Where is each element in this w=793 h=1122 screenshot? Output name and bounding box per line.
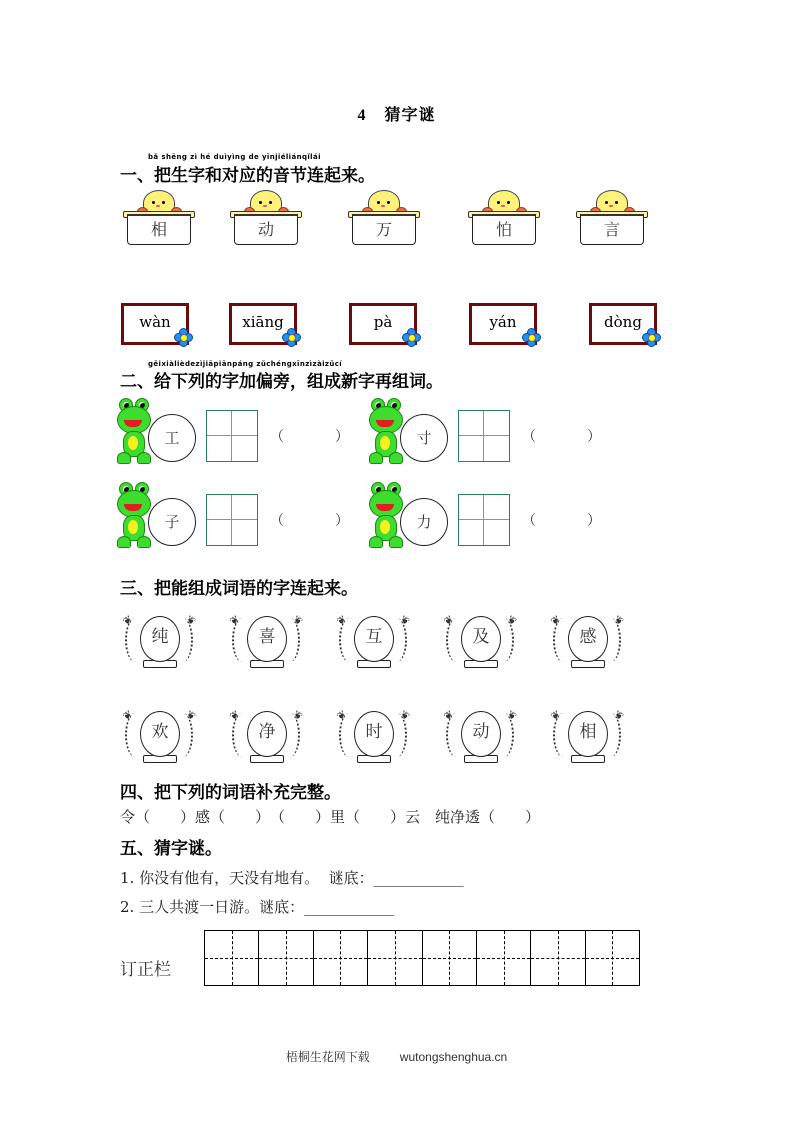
wreath-character-badge[interactable] <box>551 709 623 767</box>
base-character: 子 <box>164 513 180 531</box>
section5-heading: 五、猜字谜。 <box>120 839 222 859</box>
correction-label: 订正栏 <box>120 960 171 980</box>
wreath-character-badge[interactable] <box>444 614 516 672</box>
open-paren: （ <box>522 429 536 445</box>
chick-character-card[interactable] <box>468 190 538 244</box>
wreath-character-badge[interactable] <box>551 614 623 672</box>
correction-cell[interactable] <box>205 931 259 985</box>
flower-icon <box>404 330 418 344</box>
section1-heading: 一、把生字和对应的音节连起来。 <box>120 166 375 186</box>
wreath-character-badge[interactable] <box>444 709 516 767</box>
correction-cell[interactable] <box>423 931 477 985</box>
character-label: 相 <box>127 214 191 245</box>
footer <box>0 1048 793 1065</box>
wreath-character: 相 <box>579 722 597 742</box>
frog-icon <box>367 398 403 466</box>
chick-character-card[interactable] <box>348 190 418 244</box>
base-character: 工 <box>164 429 180 447</box>
character-label: 言 <box>580 214 644 245</box>
wreath-character: 动 <box>472 722 490 742</box>
correction-grid[interactable] <box>204 930 640 986</box>
flower-icon <box>176 330 190 344</box>
wreath-character: 感 <box>579 627 597 647</box>
correction-cell[interactable] <box>586 931 639 985</box>
section1-pinyin: bǎ shēng zì hé duìyìng de yīnjiéliánqǐlái <box>148 153 321 161</box>
section2-heading: 二、给下列的字加偏旁，组成新字再组词。 <box>120 372 443 392</box>
wreath-character-badge[interactable] <box>123 709 195 767</box>
base-character-circle <box>400 498 448 546</box>
correction-cell[interactable] <box>259 931 313 985</box>
section2-pinyin: gěixiàlièdezìjiāpiānpáng zǔchéngxīnzìzàizǔcí <box>148 360 343 368</box>
syllable-label: xiāng <box>242 313 284 331</box>
wreath-character: 互 <box>365 627 383 647</box>
word-answer-blank[interactable]: ） <box>587 429 601 445</box>
wreath-character-badge[interactable] <box>337 709 409 767</box>
base-character-circle <box>148 498 196 546</box>
wreath-character-badge[interactable] <box>230 614 302 672</box>
base-character-circle <box>400 414 448 462</box>
footer-site: wutongshenghua.cn <box>399 1050 508 1064</box>
riddle-1: 1. 你没有他有，天没有地有。 谜底：____________ <box>120 869 464 887</box>
base-character: 力 <box>416 513 432 531</box>
correction-cell[interactable] <box>531 931 585 985</box>
open-paren: （ <box>270 513 284 529</box>
wreath-character: 净 <box>258 722 276 742</box>
flower-icon <box>284 330 298 344</box>
syllable-label: wàn <box>139 313 171 331</box>
word-answer-blank[interactable]: ） <box>335 429 349 445</box>
tianzige-writing-box[interactable] <box>458 410 510 462</box>
syllable-label: dòng <box>604 313 642 331</box>
frog-icon <box>115 398 151 466</box>
syllable-label: pà <box>373 313 393 331</box>
tianzige-writing-box[interactable] <box>458 494 510 546</box>
tianzige-writing-box[interactable] <box>206 494 258 546</box>
wreath-character-badge[interactable] <box>123 614 195 672</box>
character-label: 万 <box>352 214 416 245</box>
lesson-title: 猜字谜 <box>384 105 436 124</box>
character-label: 动 <box>234 214 298 245</box>
section3-heading: 三、把能组成词语的字连起来。 <box>120 579 358 599</box>
footer-source: 梧桐生花网下载 <box>285 1050 370 1064</box>
frog-icon <box>115 482 151 550</box>
base-character: 寸 <box>416 429 432 447</box>
wreath-character: 时 <box>365 722 383 742</box>
correction-cell[interactable] <box>477 931 531 985</box>
correction-cell[interactable] <box>314 931 368 985</box>
correction-cell[interactable] <box>368 931 422 985</box>
section4-fill-line: 令（ ）感（ ） （ ）里（ ）云 纯净透（ ） <box>120 808 541 826</box>
wreath-character: 喜 <box>258 627 276 647</box>
word-answer-blank[interactable]: ） <box>335 513 349 529</box>
chick-character-card[interactable] <box>230 190 300 244</box>
chick-character-card[interactable] <box>576 190 646 244</box>
wreath-character-badge[interactable] <box>230 709 302 767</box>
section4-heading: 四、把下列的词语补充完整。 <box>120 783 341 803</box>
open-paren: （ <box>522 513 536 529</box>
wreath-character-badge[interactable] <box>337 614 409 672</box>
word-answer-blank[interactable]: ） <box>587 513 601 529</box>
wreath-character: 欢 <box>151 722 169 742</box>
flower-icon <box>644 330 658 344</box>
lesson-number: 4 <box>357 107 367 124</box>
open-paren: （ <box>270 429 284 445</box>
wreath-character: 纯 <box>151 627 169 647</box>
flower-icon <box>524 330 538 344</box>
base-character-circle <box>148 414 196 462</box>
wreath-character: 及 <box>472 627 490 647</box>
tianzige-writing-box[interactable] <box>206 410 258 462</box>
riddle-2: 2. 三人共渡一日游。谜底：____________ <box>120 898 395 916</box>
character-label: 怕 <box>472 214 536 245</box>
page-title <box>0 102 793 125</box>
syllable-label: yán <box>489 313 517 331</box>
chick-character-card[interactable] <box>123 190 193 244</box>
frog-icon <box>367 482 403 550</box>
